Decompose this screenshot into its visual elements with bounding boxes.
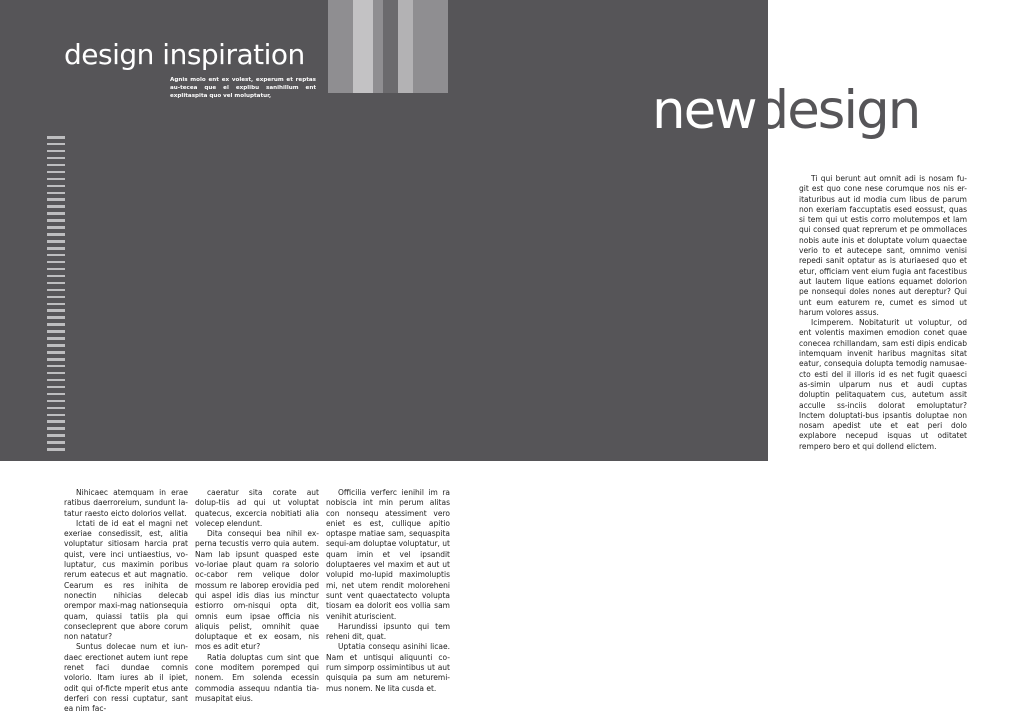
stripe <box>353 0 373 93</box>
stripe <box>383 0 398 93</box>
headline <box>652 80 920 141</box>
vertical-stripe-graphic <box>328 0 448 93</box>
body-column-3 <box>326 488 450 694</box>
side-paragraph: Icimperem. Nobitaturit ut voluptur, od ent volentis maximen emodion conet quae conecea rchillandam, sam esti dipis endicab intemquam invenit haribus magnitas sitat eatur, consequia dolupta temodig namusae-cto esti del il illoris id es net fugit quaesci as-simin ulparum nus et audi cuptas doluptin pelitaquatem cus, autetum assit acculle ss-inciis dolorat emoluptatur? Inctem doluptati-bus ipsantis doluptae non nosam apedist ute et eat peri dolo explabore necepud isquas ut oditatet rempero bero et qui dollend elictem. <box>799 318 967 451</box>
decorative-bar <box>47 185 65 188</box>
decorative-bar <box>47 240 65 243</box>
decorative-bar <box>47 157 65 160</box>
decorative-bar <box>47 323 65 326</box>
decorative-bar <box>47 316 65 319</box>
decorative-bar <box>47 400 65 403</box>
stripe <box>373 0 383 93</box>
body-paragraph: Nihicaec atemquam in erae ratibus daerroreium, sundunt la-tatur raesto eicto dolorios vellat. <box>64 488 188 518</box>
headline-part-design: design <box>755 80 920 141</box>
decorative-bar <box>47 150 65 153</box>
side-text-column <box>799 174 967 452</box>
decorative-bar <box>47 282 65 285</box>
decorative-bar <box>47 212 65 215</box>
body-paragraph: Uptatia consequ asinihi licae. Nam et untisqui aliquunti co-rum simporp ossimintibus ut aut quisquia pa sum am neturemi-mus nonem. Ne lita cusda et. <box>326 642 450 693</box>
body-paragraph: caeratur sita corate aut dolup-tiis ad qui ut voluptat quatecus, excercia nobitiati alia volecep elendunt. <box>195 488 319 528</box>
decorative-bar <box>47 143 65 146</box>
body-column-2 <box>195 488 319 704</box>
decorative-bar <box>47 372 65 375</box>
decorative-bar <box>47 330 65 333</box>
decorative-bar <box>47 171 65 174</box>
stripe <box>328 0 353 93</box>
decorative-bar <box>47 219 65 222</box>
decorative-bar <box>47 414 65 417</box>
decorative-bar <box>47 407 65 410</box>
decorative-bar <box>47 261 65 264</box>
decorative-bar <box>47 192 65 195</box>
intro-text: Agnis molo ent ex volest, experum et reptas au-tecea que el explibu sanihillum ent explitaspita quo vel moluptatur, <box>170 77 316 99</box>
decorative-bar <box>47 205 65 208</box>
body-paragraph: Ratia doluptas cum sint que cone moditem poremped qui nonem. Em solenda ecessin commodia assequu ndantia tia-musapitat eius. <box>195 652 319 703</box>
body-paragraph: Officilia verferc ienihil im ra nobiscia int min perum alitas con nonsequ atessiment vero eniet es est, cullique apitio optaspe matiae sam, sequaspita sequi-am doluptae voluptatur, ut quam imin et vel ipsandit doluptaeres vel maxim et aut ut volupid mo-lupid maximoluptis mi, net utem rendit moloreheni sunt vent quaectatecto volupta tiosam ea dolorit eos vollia sam venihit aturiscient. <box>326 488 450 621</box>
headline-part-new: new <box>652 80 756 141</box>
decorative-bar <box>47 247 65 250</box>
decorative-bar <box>47 441 65 444</box>
decorative-bar <box>47 303 65 306</box>
decorative-bar <box>47 420 65 423</box>
decorative-bar <box>47 164 65 167</box>
decorative-bar <box>47 351 65 354</box>
decorative-bar <box>47 233 65 236</box>
decorative-bar <box>47 198 65 201</box>
decorative-bar <box>47 254 65 257</box>
decorative-bar <box>47 427 65 430</box>
decorative-bar <box>47 337 65 340</box>
decorative-bar <box>47 268 65 271</box>
decorative-bar <box>47 386 65 389</box>
decorative-bar <box>47 226 65 229</box>
side-paragraph: Ti qui berunt aut omnit adi is nosam fu-git est quo cone nese corumque nos nis er-itaturibus aut id modia cum libus de parum non exeriam faccuptatis esed eossust, quas si tem qui ut estis corro molutempos et lam qui consed quat reprerum et pe ommollaces nobis aute inis et doluptate volum quaectae verio to et autecepe sant, omnimo venisi repedi sanit optatur as is aturiaesed quo et etur, officiam vent eium fugia ant facestibus aut lautem lique eations equamet dolorion pe nonsequi doles nones aut dereptur? Qui unt eum eaturem re, cumet es simod ut harum volores assus. <box>799 174 967 317</box>
decorative-bar <box>47 296 65 299</box>
body-paragraph: Harundissi ipsunto qui tem reheni dit, quat. <box>326 621 450 642</box>
decorative-bar <box>47 136 65 139</box>
stripe <box>398 0 413 93</box>
decorative-bar <box>47 434 65 437</box>
decorative-bar <box>47 275 65 278</box>
body-paragraph: Dita consequi bea nihil ex-perna tecustis verro quia autem. Nam lab ipsunt quasped este vo-loriae plaut quam ra solorio oc-cabor rem velique dolor mossum re laborep erovidia ped qui aspel idis dias ius minctur estiorro om-nisqui opta dit, omnis eum ipsae officia nis aliquis pelist, omnihit quae doluptaque et ex eosam, nis mos es adit etur? <box>195 529 319 652</box>
body-paragraph: Ictati de id eat el magni net exeriae consedissit, est, alitia voluptatur sitiosam harcia prat quist, vere inci untiaestius, vo-luptatur, cus maximin poribus rerum eatecus et aut magnatio. Cearum es res inihita de nonectin nihicias delecab orempor maxi-mag nationsequia quam, quiassi tatiis pla qui consecleprent que abore corum non natatur? <box>64 518 188 642</box>
decorative-bar <box>47 448 65 451</box>
decorative-bar <box>47 379 65 382</box>
body-column-1 <box>64 488 188 715</box>
decorative-bar-stack <box>47 136 65 455</box>
stripe <box>413 0 448 93</box>
decorative-bar <box>47 309 65 312</box>
body-paragraph: Suntus dolecae num et iun-daec erectionet autem iunt repe renet faci dundae comnis volorio. Itam iures ab il ipiet, odit qui of-ficte mperit etus ante derferi con ressi cuptatur, sant ea nim fac- <box>64 642 188 714</box>
decorative-bar <box>47 393 65 396</box>
decorative-bar <box>47 344 65 347</box>
decorative-bar <box>47 365 65 368</box>
decorative-bar <box>47 178 65 181</box>
decorative-bar <box>47 289 65 292</box>
decorative-bar <box>47 358 65 361</box>
page-title: design inspiration <box>64 38 305 71</box>
